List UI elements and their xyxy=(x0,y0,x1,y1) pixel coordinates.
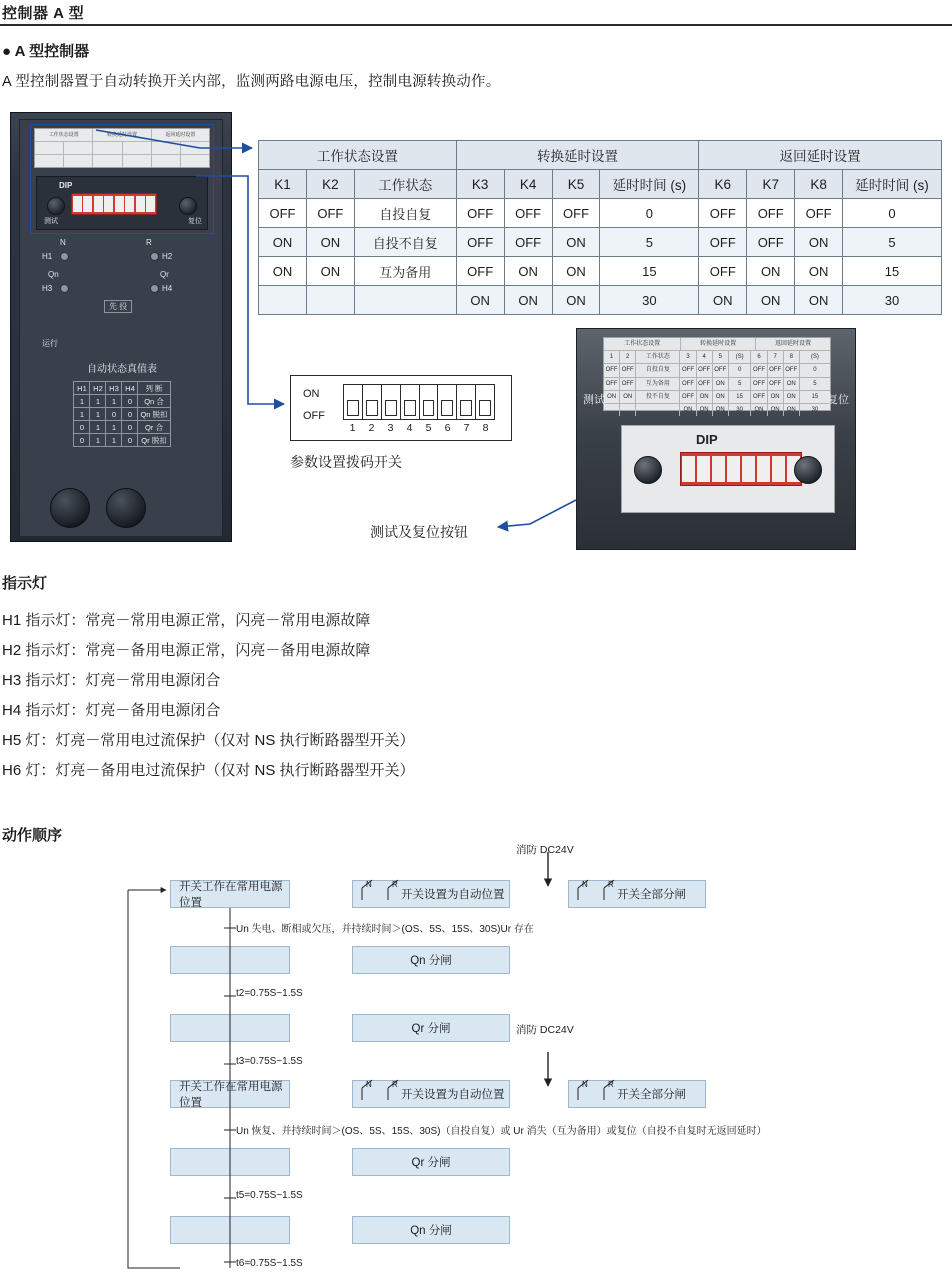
label-card-cell xyxy=(93,142,122,154)
table-row xyxy=(259,286,942,315)
table-cell: OFF xyxy=(504,228,552,257)
closeup-card-sub: 2 xyxy=(620,351,636,363)
reset-button-closeup[interactable] xyxy=(794,456,822,484)
truth-col: H3 xyxy=(106,382,122,395)
table-cell: OFF xyxy=(306,199,354,228)
seq-note-1: Un 失电、断相或欠压，并持续时间＞(OS、5S、15S、30S)Ur 存在 xyxy=(236,924,534,935)
led-label-n: N xyxy=(60,238,66,247)
truth-cell: 0 xyxy=(122,434,138,447)
dip-number: 4 xyxy=(406,422,413,434)
closeup-card-cell: 投不自复 xyxy=(636,391,680,403)
page-title-bar xyxy=(0,0,952,26)
closeup-card-cell xyxy=(636,404,680,416)
indicator-section-heading: 指示灯 xyxy=(2,575,48,592)
dip-switch-5[interactable] xyxy=(420,385,439,419)
dip-number: 2 xyxy=(368,422,375,434)
seq-box-14: Qn 分闸 xyxy=(352,1216,510,1244)
table-row xyxy=(259,228,942,257)
dip-number-row xyxy=(343,422,495,434)
table-cell: OFF xyxy=(504,199,552,228)
led-label-h2: H2 xyxy=(162,252,173,261)
truth-cell: Qr 脱扣 xyxy=(138,434,170,447)
table-column-header: K6 xyxy=(699,170,747,199)
table-group-header: 转换延时设置 xyxy=(456,141,699,170)
table-cell: ON xyxy=(552,257,600,286)
section-heading-controller: ● A 型控制器 xyxy=(2,43,90,60)
truth-cell: 0 xyxy=(74,421,90,434)
dip-switch-8[interactable] xyxy=(476,385,494,419)
indicator-line: H5 灯：灯亮－常用电过流保护（仅对 NS 执行断路器型开关） xyxy=(2,732,415,749)
closeup-card-sub: 4 xyxy=(697,351,713,363)
closeup-card-cell: 自投自复 xyxy=(636,364,680,376)
dip-closeup-photo xyxy=(576,328,856,550)
dip-off-label: OFF xyxy=(303,410,325,422)
closeup-card-cell: ON xyxy=(680,404,696,416)
table-cell: ON xyxy=(795,257,843,286)
closeup-card-cell: ON xyxy=(784,404,800,416)
test-button-closeup-label: 测试 xyxy=(583,394,605,406)
closeup-card-sub: 6 xyxy=(751,351,767,363)
switch-symbol-n-1: N xyxy=(366,880,372,889)
closeup-card-cell: OFF xyxy=(604,364,620,376)
table-cell xyxy=(306,286,354,315)
table-cell: 5 xyxy=(843,228,942,257)
dip-number: 1 xyxy=(349,422,356,434)
seq-box-4 xyxy=(170,946,290,974)
closeup-card-cell: OFF xyxy=(620,378,636,390)
truth-row xyxy=(74,408,170,421)
table-column-header: 延时时间 (s) xyxy=(600,170,699,199)
label-card-cell xyxy=(64,142,93,154)
closeup-card-sub: 工作状态 xyxy=(636,351,680,363)
table-cell: ON xyxy=(747,286,795,315)
closeup-card-cell: OFF xyxy=(713,364,729,376)
table-cell: OFF xyxy=(456,257,504,286)
indicator-led-area xyxy=(42,238,202,311)
dip-number: 5 xyxy=(425,422,432,434)
truth-table-title: 自动状态真值表 xyxy=(87,364,157,375)
closeup-card-cell: OFF xyxy=(751,391,767,403)
table-row xyxy=(259,257,942,286)
table-column-header: K1 xyxy=(259,170,307,199)
seq-box-3: 开关全部分闸 xyxy=(568,880,706,908)
sequence-section-heading: 动作顺序 xyxy=(2,827,63,844)
fire-signal-mid: 消防 DC24V xyxy=(516,1024,574,1036)
truth-table xyxy=(73,381,170,447)
sequence-diagram xyxy=(0,844,952,1277)
table-cell: OFF xyxy=(699,257,747,286)
dip-number: 6 xyxy=(444,422,451,434)
label-card-cell xyxy=(64,155,93,167)
dip-switch-2[interactable] xyxy=(363,385,382,419)
dip-switch-area xyxy=(36,176,208,230)
table-cell: ON xyxy=(795,228,843,257)
closeup-card-cell: OFF xyxy=(784,364,800,376)
closeup-card-cell: ON xyxy=(620,391,636,403)
table-cell: ON xyxy=(552,286,600,315)
closeup-card-cell: OFF xyxy=(751,378,767,390)
table-cell: OFF xyxy=(456,199,504,228)
dip-switch-row[interactable] xyxy=(343,384,495,420)
table-cell: ON xyxy=(306,228,354,257)
table-cell: ON xyxy=(699,286,747,315)
truth-col: H4 xyxy=(122,382,138,395)
closeup-card-cell: ON xyxy=(697,391,713,403)
label-card-cell: 工作状态设置 xyxy=(35,129,93,141)
closeup-card-cell: 15 xyxy=(729,391,752,403)
reset-button-label: 复位 xyxy=(188,218,202,225)
closeup-card-sub: 1 xyxy=(604,351,620,363)
table-cell: 15 xyxy=(600,257,699,286)
closeup-card-cell: OFF xyxy=(697,378,713,390)
label-card-cell: 返回延时设置 xyxy=(165,132,196,138)
truth-cell: 0 xyxy=(106,408,122,421)
parameter-settings-table xyxy=(258,140,942,315)
push-button-right[interactable] xyxy=(106,488,146,528)
dip-on-label: ON xyxy=(303,388,320,400)
fire-signal-top: 消防 DC24V xyxy=(516,844,574,856)
dip-diagram-caption: 参数设置拨码开关 xyxy=(290,454,402,470)
truth-cell: 1 xyxy=(90,395,106,408)
seq-box-6 xyxy=(170,1014,290,1042)
closeup-card-cell: OFF xyxy=(620,364,636,376)
seq-note-3: t3=0.75S~1.5S xyxy=(236,1056,303,1067)
truth-col: H1 xyxy=(74,382,90,395)
closeup-card-cell: ON xyxy=(784,391,800,403)
truth-col: 列 断 xyxy=(138,382,170,395)
closeup-card-cell: 30 xyxy=(811,406,819,413)
label-card-cell xyxy=(35,155,64,167)
closeup-card-cell: ON xyxy=(751,404,767,416)
closeup-card-cell: 30 xyxy=(729,404,752,416)
truth-table-block xyxy=(46,360,198,447)
seq-note-6: t6=0.75S~1.5S xyxy=(236,1258,303,1269)
label-card-cell xyxy=(181,142,209,154)
table-cell: ON xyxy=(456,286,504,315)
table-column-header: K2 xyxy=(306,170,354,199)
label-card-cell xyxy=(93,155,122,167)
switch-symbol-n-2: N xyxy=(582,880,588,889)
led-label-h4: H4 xyxy=(162,284,173,293)
table-row xyxy=(259,199,942,228)
table-group-header: 工作状态设置 xyxy=(259,141,457,170)
label-card-cell xyxy=(123,155,152,167)
table-cell: ON xyxy=(259,228,307,257)
closeup-card-sub: (S) xyxy=(729,351,752,363)
closeup-card-sub: 5 xyxy=(713,351,729,363)
table-column-header: K3 xyxy=(456,170,504,199)
truth-cell: 0 xyxy=(74,434,90,447)
seq-box-11 xyxy=(170,1148,290,1176)
test-button-label: 测试 xyxy=(44,218,58,225)
truth-cell: 0 xyxy=(122,395,138,408)
seq-box-8: 开关工作在常用电源位置 xyxy=(170,1080,290,1108)
table-cell: OFF xyxy=(699,199,747,228)
table-cell: 自投自复 xyxy=(354,199,456,228)
table-cell: OFF xyxy=(699,228,747,257)
test-button[interactable] xyxy=(47,197,65,215)
closeup-card-sub: 3 xyxy=(680,351,696,363)
label-card-cell: 转换延时设置 xyxy=(93,129,151,141)
led-label-r: R xyxy=(146,238,152,247)
closeup-card-cell: OFF xyxy=(697,364,713,376)
indicator-line: H4 指示灯：灯亮－备用电源闭合 xyxy=(2,702,221,719)
seq-box-13 xyxy=(170,1216,290,1244)
seq-note-4: Un 恢复、并持续时间＞(OS、5S、15S、30S)（自投自复）或 Ur 消失（互为备用）或复位（自投不自复时无返回延时） xyxy=(236,1126,767,1137)
dip-switch-1[interactable] xyxy=(344,385,363,419)
closeup-card-cell: ON xyxy=(768,391,784,403)
label-card-cell xyxy=(181,155,209,167)
closeup-card-cell: OFF xyxy=(751,364,767,376)
truth-cell: 1 xyxy=(90,421,106,434)
closeup-card-cell: OFF xyxy=(768,378,784,390)
dip-switch-4[interactable] xyxy=(401,385,420,419)
table-cell: ON xyxy=(504,257,552,286)
table-cell: 5 xyxy=(600,228,699,257)
truth-cell: 0 xyxy=(122,408,138,421)
table-cell: 15 xyxy=(843,257,942,286)
closeup-card-header: 转换延时设置 xyxy=(681,338,756,350)
intro-paragraph: A 型控制器置于自动转换开关内部，监测两路电源电压，控制电源转换动作。 xyxy=(2,74,501,90)
label-card-cell xyxy=(152,155,181,167)
truth-cell: 1 xyxy=(74,408,90,421)
dip-closeup-label: DIP xyxy=(696,432,718,447)
closeup-card-header: 返回延时设置 xyxy=(775,341,812,347)
table-cell xyxy=(354,286,456,315)
push-button-left[interactable] xyxy=(50,488,90,528)
table-cell: ON xyxy=(306,257,354,286)
truth-cell: 1 xyxy=(106,434,122,447)
switch-symbol-r-4: R xyxy=(608,1080,614,1089)
closeup-card-cell: ON xyxy=(604,391,620,403)
led-label-h1: H1 xyxy=(42,252,53,261)
table-cell: OFF xyxy=(552,199,600,228)
controller-front-photo xyxy=(10,112,232,542)
dip-closeup-caption: 测试及复位按钮 xyxy=(370,524,468,540)
reset-button-closeup-label: 复位 xyxy=(827,394,849,406)
switch-symbol-n-4: N xyxy=(582,1080,588,1089)
closeup-card-cell: 15 xyxy=(811,393,819,400)
dip-closeup-switch-bank[interactable] xyxy=(680,452,802,486)
table-cell: 0 xyxy=(600,199,699,228)
truth-row xyxy=(74,395,170,408)
led-h1 xyxy=(60,252,69,261)
closeup-card-cell: ON xyxy=(784,378,800,390)
table-column-header: 工作状态 xyxy=(354,170,456,199)
closeup-card-cell: OFF xyxy=(604,378,620,390)
table-column-header: K7 xyxy=(747,170,795,199)
closeup-card-sub: 8 xyxy=(784,351,800,363)
seq-box-12: Qr 分闸 xyxy=(352,1148,510,1176)
seq-box-7: Qr 分闸 xyxy=(352,1014,510,1042)
controller-label-card xyxy=(34,128,210,168)
label-card-cell xyxy=(152,142,181,154)
table-cell: 30 xyxy=(843,286,942,315)
table-cell: OFF xyxy=(259,199,307,228)
switch-symbol-r-2: R xyxy=(608,880,614,889)
table-cell: 自投不自复 xyxy=(354,228,456,257)
test-button-closeup[interactable] xyxy=(634,456,662,484)
closeup-card-sub: 7 xyxy=(768,351,784,363)
truth-cell: Qn 脱扣 xyxy=(138,408,170,421)
indicator-line: H2 指示灯：常亮－备用电源正常，闪亮－备用电源故障 xyxy=(2,642,371,659)
closeup-card-cell: OFF xyxy=(768,364,784,376)
led-label-h3: H3 xyxy=(42,284,53,293)
switch-symbol-r-1: R xyxy=(392,880,398,889)
closeup-card-cell: 0 xyxy=(813,367,817,374)
truth-cell: 0 xyxy=(122,421,138,434)
table-cell: ON xyxy=(795,286,843,315)
truth-cell: 1 xyxy=(74,395,90,408)
dip-switch-6[interactable] xyxy=(438,385,457,419)
table-column-header: K8 xyxy=(795,170,843,199)
dip-switch-bank[interactable] xyxy=(71,193,157,215)
dip-switch-diagram xyxy=(290,375,512,441)
closeup-card-sub: (S) xyxy=(810,354,819,361)
seq-note-5: t5=0.75S~1.5S xyxy=(236,1190,303,1201)
seq-box-2: 开关设置为自动位置 xyxy=(352,880,510,908)
indicator-list xyxy=(2,606,415,786)
seq-box-1: 开关工作在常用电源位置 xyxy=(170,880,290,908)
table-column-header: K5 xyxy=(552,170,600,199)
led-h2 xyxy=(150,252,159,261)
table-cell: OFF xyxy=(456,228,504,257)
dip-closeup-label-card xyxy=(603,337,831,411)
dip-number: 3 xyxy=(387,422,394,434)
led-h4 xyxy=(150,284,159,293)
table-cell: 0 xyxy=(843,199,942,228)
dip-number: 8 xyxy=(482,422,489,434)
closeup-card-cell: OFF xyxy=(680,391,696,403)
closeup-card-cell: ON xyxy=(713,391,729,403)
table-column-header: 延时时间 (s) xyxy=(843,170,942,199)
closeup-card-cell: 5 xyxy=(729,378,752,390)
table-cell: ON xyxy=(504,286,552,315)
table-cell: OFF xyxy=(747,228,795,257)
truth-row xyxy=(74,434,170,447)
truth-cell: Qn 合 xyxy=(138,395,170,408)
closeup-card-cell: OFF xyxy=(680,364,696,376)
led-label-qn: Qn xyxy=(48,270,59,279)
label-card-cell xyxy=(35,142,64,154)
dip-switch-3[interactable] xyxy=(382,385,401,419)
truth-row xyxy=(74,421,170,434)
closeup-card-cell: ON xyxy=(713,404,729,416)
table-cell: OFF xyxy=(747,199,795,228)
table-cell: 30 xyxy=(600,286,699,315)
seq-box-10: 开关全部分闸 xyxy=(568,1080,706,1108)
table-cell: ON xyxy=(259,257,307,286)
table-cell: 互为备用 xyxy=(354,257,456,286)
seq-note-2: t2=0.75S~1.5S xyxy=(236,988,303,999)
label-card-cell xyxy=(123,142,152,154)
closeup-card-cell: ON xyxy=(697,404,713,416)
table-column-header: K4 xyxy=(504,170,552,199)
closeup-card-cell: OFF xyxy=(680,378,696,390)
closeup-card-cell xyxy=(604,404,620,416)
closeup-card-cell xyxy=(620,404,636,416)
table-cell xyxy=(259,286,307,315)
led-label-qr: Qr xyxy=(160,270,169,279)
truth-col: H2 xyxy=(90,382,106,395)
run-label: 运行 xyxy=(42,339,58,348)
led-h3 xyxy=(60,284,69,293)
seq-box-5: Qn 分闸 xyxy=(352,946,510,974)
indicator-line: H1 指示灯：常亮－常用电源正常，闪亮－常用电源故障 xyxy=(2,612,371,629)
priority-label: 先 投 xyxy=(104,300,132,313)
table-cell: OFF xyxy=(795,199,843,228)
reset-button[interactable] xyxy=(179,197,197,215)
closeup-card-cell: 互为备用 xyxy=(636,378,680,390)
table-group-header: 返回延时设置 xyxy=(699,141,942,170)
truth-cell: 1 xyxy=(90,434,106,447)
truth-cell: Qr 合 xyxy=(138,421,170,434)
closeup-card-cell: ON xyxy=(768,404,784,416)
switch-symbol-n-3: N xyxy=(366,1080,372,1089)
seq-box-9: 开关设置为自动位置 xyxy=(352,1080,510,1108)
indicator-line: H3 指示灯：灯亮－常用电源闭合 xyxy=(2,672,221,689)
closeup-card-cell: 0 xyxy=(729,364,752,376)
dip-closeup-panel xyxy=(621,425,835,513)
closeup-card-cell: ON xyxy=(713,378,729,390)
dip-label: DIP xyxy=(59,181,73,190)
dip-number: 7 xyxy=(463,422,470,434)
page-title: 控制器 A 型 xyxy=(2,5,85,22)
table-cell: ON xyxy=(552,228,600,257)
truth-cell: 1 xyxy=(90,408,106,421)
switch-symbol-r-3: R xyxy=(392,1080,398,1089)
closeup-card-cell: 5 xyxy=(813,380,817,387)
dip-switch-7[interactable] xyxy=(457,385,476,419)
controller-faceplate xyxy=(19,119,223,537)
indicator-line: H6 灯：灯亮－备用电过流保护（仅对 NS 执行断路器型开关） xyxy=(2,762,415,779)
table-cell: ON xyxy=(747,257,795,286)
truth-cell: 1 xyxy=(106,421,122,434)
truth-cell: 1 xyxy=(106,395,122,408)
closeup-card-header: 工作状态设置 xyxy=(604,338,681,350)
